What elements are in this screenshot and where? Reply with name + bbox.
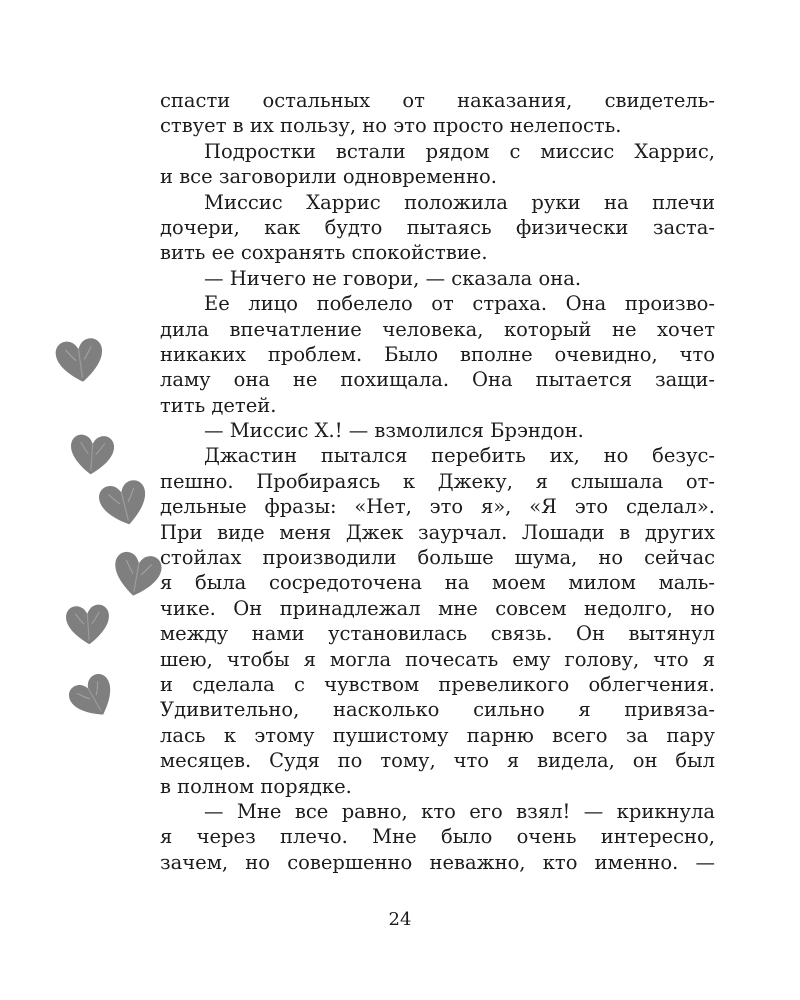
heart-leaf-icon <box>53 334 107 386</box>
text-line: ствует в их пользу, но это просто нелепость. <box>160 114 622 138</box>
text-line: Удивительно, насколько сильно я привяза- <box>160 698 715 722</box>
heart-leaf-icon <box>67 429 117 479</box>
heart-leaf-icon <box>63 600 113 648</box>
heart-leaf-icon <box>97 477 151 529</box>
text-line: стойлах производили больше шума, но сейчас <box>160 546 715 570</box>
text-line: — Ничего не говори, — сказала она. <box>204 266 582 290</box>
body-text <box>160 88 715 875</box>
heart-leaf-icon <box>110 548 164 600</box>
text-line: Миссис Харрис положила руки на плечи <box>204 190 715 214</box>
text-line: я через плечо. Мне было очень интересно, <box>160 825 715 849</box>
heart-leaf-icon <box>68 673 118 721</box>
text-line: и сделала с чувством превеликого облегчения. <box>160 672 715 696</box>
text-line: месяцев. Судя по тому, что я видела, он был <box>160 749 715 773</box>
text-line: При виде меня Джек заурчал. Лошади в других <box>160 520 715 544</box>
text-line: дочери, как будто пытаясь физически заста- <box>160 215 715 239</box>
text-line: я была сосредоточена на моем милом маль- <box>160 571 715 595</box>
text-line: зачем, но совершенно неважно, кто именно. — <box>160 850 715 874</box>
text-line: дила впечатление человека, который не хочет <box>160 317 715 341</box>
text-line: Подростки встали рядом с миссис Харрис, <box>204 139 715 163</box>
text-line: — Мне все равно, кто его взял! — крикнула <box>204 799 715 823</box>
text-line: Ее лицо побелело от страха. Она произво- <box>204 292 715 316</box>
text-line: ламу она не похищала. Она пытается защи- <box>160 368 715 392</box>
text-line: чике. Он принадлежал мне совсем недолго, но <box>160 596 715 620</box>
text-line: дельные фразы: «Нет, это я», «Я это сделал». <box>160 495 715 519</box>
text-line: Джастин пытался перебить их, но безус- <box>204 444 715 468</box>
text-line: вить ее сохранять спокойствие. <box>160 241 488 265</box>
text-line: тить детей. <box>160 393 277 417</box>
text-line: между нами установилась связь. Он вытянул <box>160 622 715 646</box>
page-number: 24 <box>388 909 412 930</box>
text-line: в полном порядке. <box>160 774 352 798</box>
text-line: никаких проблем. Было вполне очевидно, что <box>160 342 715 366</box>
text-line: — Миссис Х.! — взмолился Брэндон. <box>204 419 584 443</box>
text-line: шею, чтобы я могла почесать ему голову, что я <box>160 647 715 671</box>
text-line: спасти остальных от наказания, свидетель- <box>160 89 715 112</box>
text-line: пешно. Пробираясь к Джеку, я слышала от- <box>160 469 715 493</box>
text-line: и все заговорили одновременно. <box>160 165 497 189</box>
text-line: лась к этому пушистому парню всего за пару <box>160 723 715 747</box>
